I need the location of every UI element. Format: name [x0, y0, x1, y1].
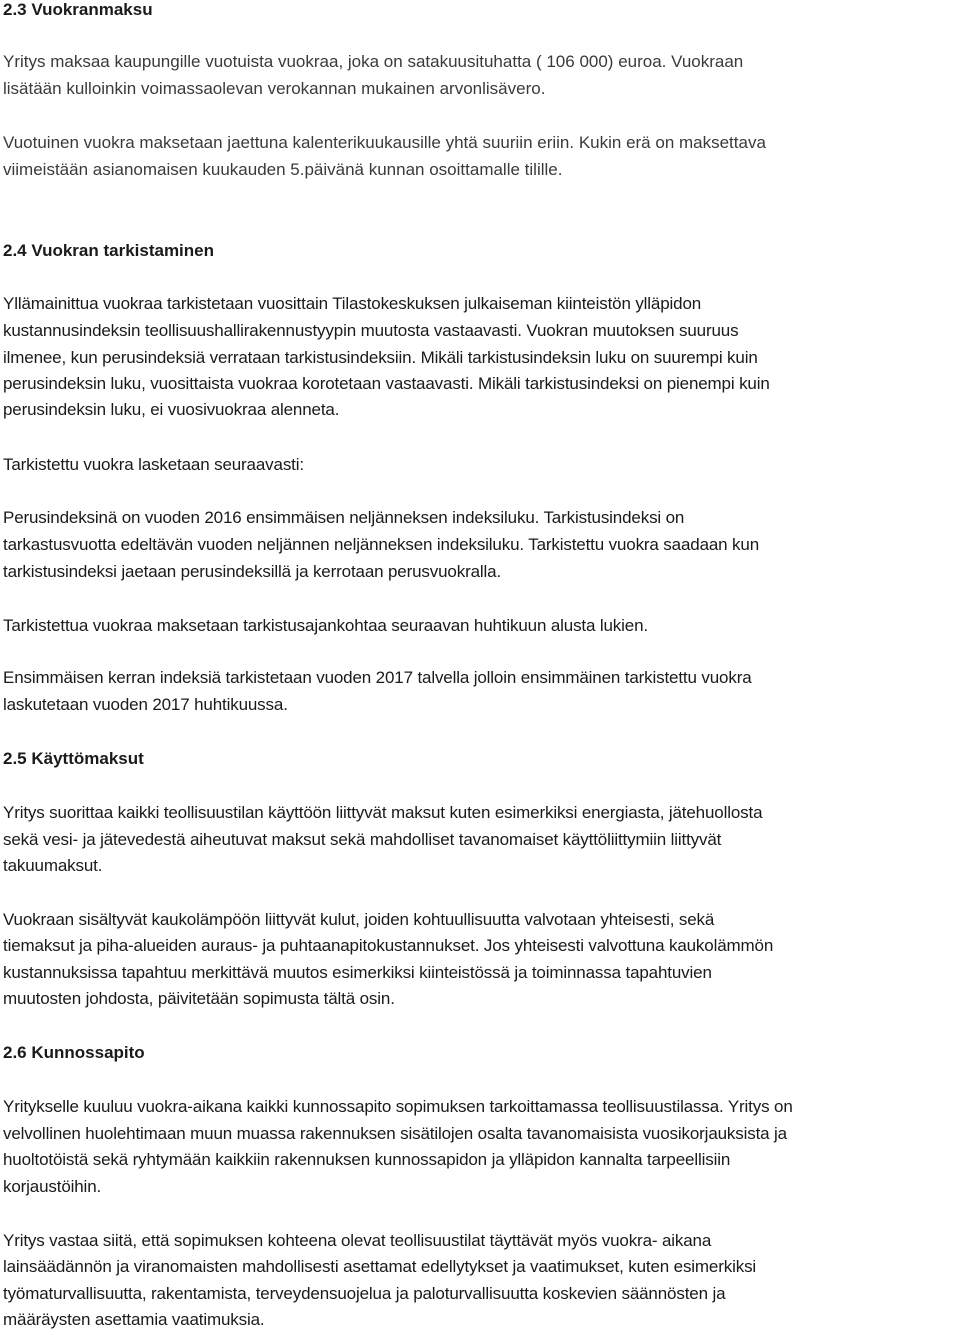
paragraph-line: sekä vesi- ja jätevedestä aiheutuvat maksut sekä mahdolliset tavanomaiset käyttöliittymiin liittyvät — [3, 830, 722, 849]
paragraph-line: perusindeksin luku, ei vuosivuokraa alenneta. — [3, 400, 340, 419]
paragraph-line: velvollinen huolehtimaan muun muassa rakennuksen sisätilojen osalta tavanomaisista vuosikorjauksista ja — [3, 1124, 787, 1143]
paragraph-line: lainsäädännön ja viranomaisten mahdollisesti asettamat edellytykset ja vaatimukset, kuten esimerkiksi — [3, 1257, 757, 1276]
paragraph-line: huoltotöistä sekä ryhtymään kaikkiin rakennuksen kunnossapidon ja ylläpidon kannalta tarpeellisiin — [3, 1150, 731, 1169]
paragraph-line: korjaustöihin. — [3, 1177, 102, 1196]
paragraph-line: Yritys maksaa kaupungille vuotuista vuokraa, joka on satakuusituhatta ( 106 000) euroa. Vuokraan — [3, 52, 744, 71]
section-heading-2-4: 2.4 Vuokran tarkistaminen — [3, 241, 215, 260]
paragraph-line: perusindeksin luku, vuosittaista vuokraa korotetaan vastaavasti. Mikäli tarkistusindeksi on pienempi kuin — [3, 374, 770, 393]
paragraph-line: muutosten johdosta, päivitetään sopimusta tältä osin. — [3, 989, 395, 1008]
paragraph-line: Yritys vastaa siitä, että sopimuksen kohteena olevat teollisuustilat täyttävät myös vuokra- aikana — [3, 1231, 712, 1250]
paragraph-line: laskutetaan vuoden 2017 huhtikuussa. — [3, 695, 288, 714]
paragraph-line: tarkastusvuotta edeltävän vuoden neljännen neljänneksen indeksiluku. Tarkistettu vuokra saadaan kun — [3, 535, 760, 554]
paragraph-line: tarkistusindeksi jaetaan perusindeksillä ja kerrotaan perusvuokralla. — [3, 562, 502, 581]
paragraph-line: viimeistään asianomaisen kuukauden 5.päivänä kunnan osoittamalle tilille. — [3, 160, 563, 179]
paragraph-line: tiemaksut ja piha-alueiden auraus- ja puhtaanapitokustannukset. Jos yhteisesti valvottuna kaukolämmön — [3, 936, 774, 955]
paragraph-line: työmaturvallisuutta, rakentamista, terveydensuojelua ja paloturvallisuutta koskevien säännösten ja — [3, 1284, 726, 1303]
paragraph-line: Vuokraan sisältyvät kaukolämpöön liittyvät kulut, joiden kohtuullisuutta valvotaan yhteisesti, sekä — [3, 910, 715, 929]
paragraph-line: määräysten asettamia vaatimuksia. — [3, 1310, 265, 1329]
paragraph-line: kustannusindeksin teollisuushallirakennustyypin muutosta vastaavasti. Vuokran muutoksen suuruus — [3, 321, 739, 340]
section-heading-2-6: 2.6 Kunnossapito — [3, 1043, 145, 1062]
paragraph-line: ilmenee, kun perusindeksiä verrataan tarkistusindeksiin. Mikäli tarkistusindeksin luku on suurempi kuin — [3, 348, 758, 367]
paragraph-line: Ensimmäisen kerran indeksiä tarkistetaan vuoden 2017 talvella jolloin ensimmäinen tarkistettu vuokra — [3, 668, 752, 687]
paragraph-line: takuumaksut. — [3, 856, 103, 875]
paragraph-line: kustannuksissa tapahtuu merkittävä muutos esimerkiksi kiinteistössä ja toiminnassa tapahtuvien — [3, 963, 712, 982]
paragraph-line: Vuotuinen vuokra maksetaan jaettuna kalenterikuukausille yhtä suuriin eriin. Kukin erä on maksettava — [3, 133, 766, 152]
paragraph-line: Tarkistettua vuokraa maksetaan tarkistusajankohtaa seuraavan huhtikuun alusta lukien. — [3, 616, 648, 635]
section-heading-2-5: 2.5 Käyttömaksut — [3, 749, 144, 768]
paragraph-line: Yllämainittua vuokraa tarkistetaan vuosittain Tilastokeskuksen julkaiseman kiinteistön ylläpidon — [3, 294, 702, 313]
paragraph-line: Perusindeksinä on vuoden 2016 ensimmäisen neljänneksen indeksiluku. Tarkistusindeksi on — [3, 508, 685, 527]
paragraph-line: lisätään kulloinkin voimassaolevan verokannan mukainen arvonlisävero. — [3, 79, 546, 98]
paragraph-line: Yritys suorittaa kaikki teollisuustilan käyttöön liittyvät maksut kuten esimerkiksi energiasta, jätehuollosta — [3, 803, 763, 822]
paragraph-line: Yritykselle kuuluu vuokra-aikana kaikki kunnossapito sopimuksen tarkoittamassa teollisuustilassa. Yritys on — [3, 1097, 793, 1116]
paragraph-line: Tarkistettu vuokra lasketaan seuraavasti: — [3, 455, 304, 474]
section-heading-2-3: 2.3 Vuokranmaksu — [3, 0, 153, 19]
